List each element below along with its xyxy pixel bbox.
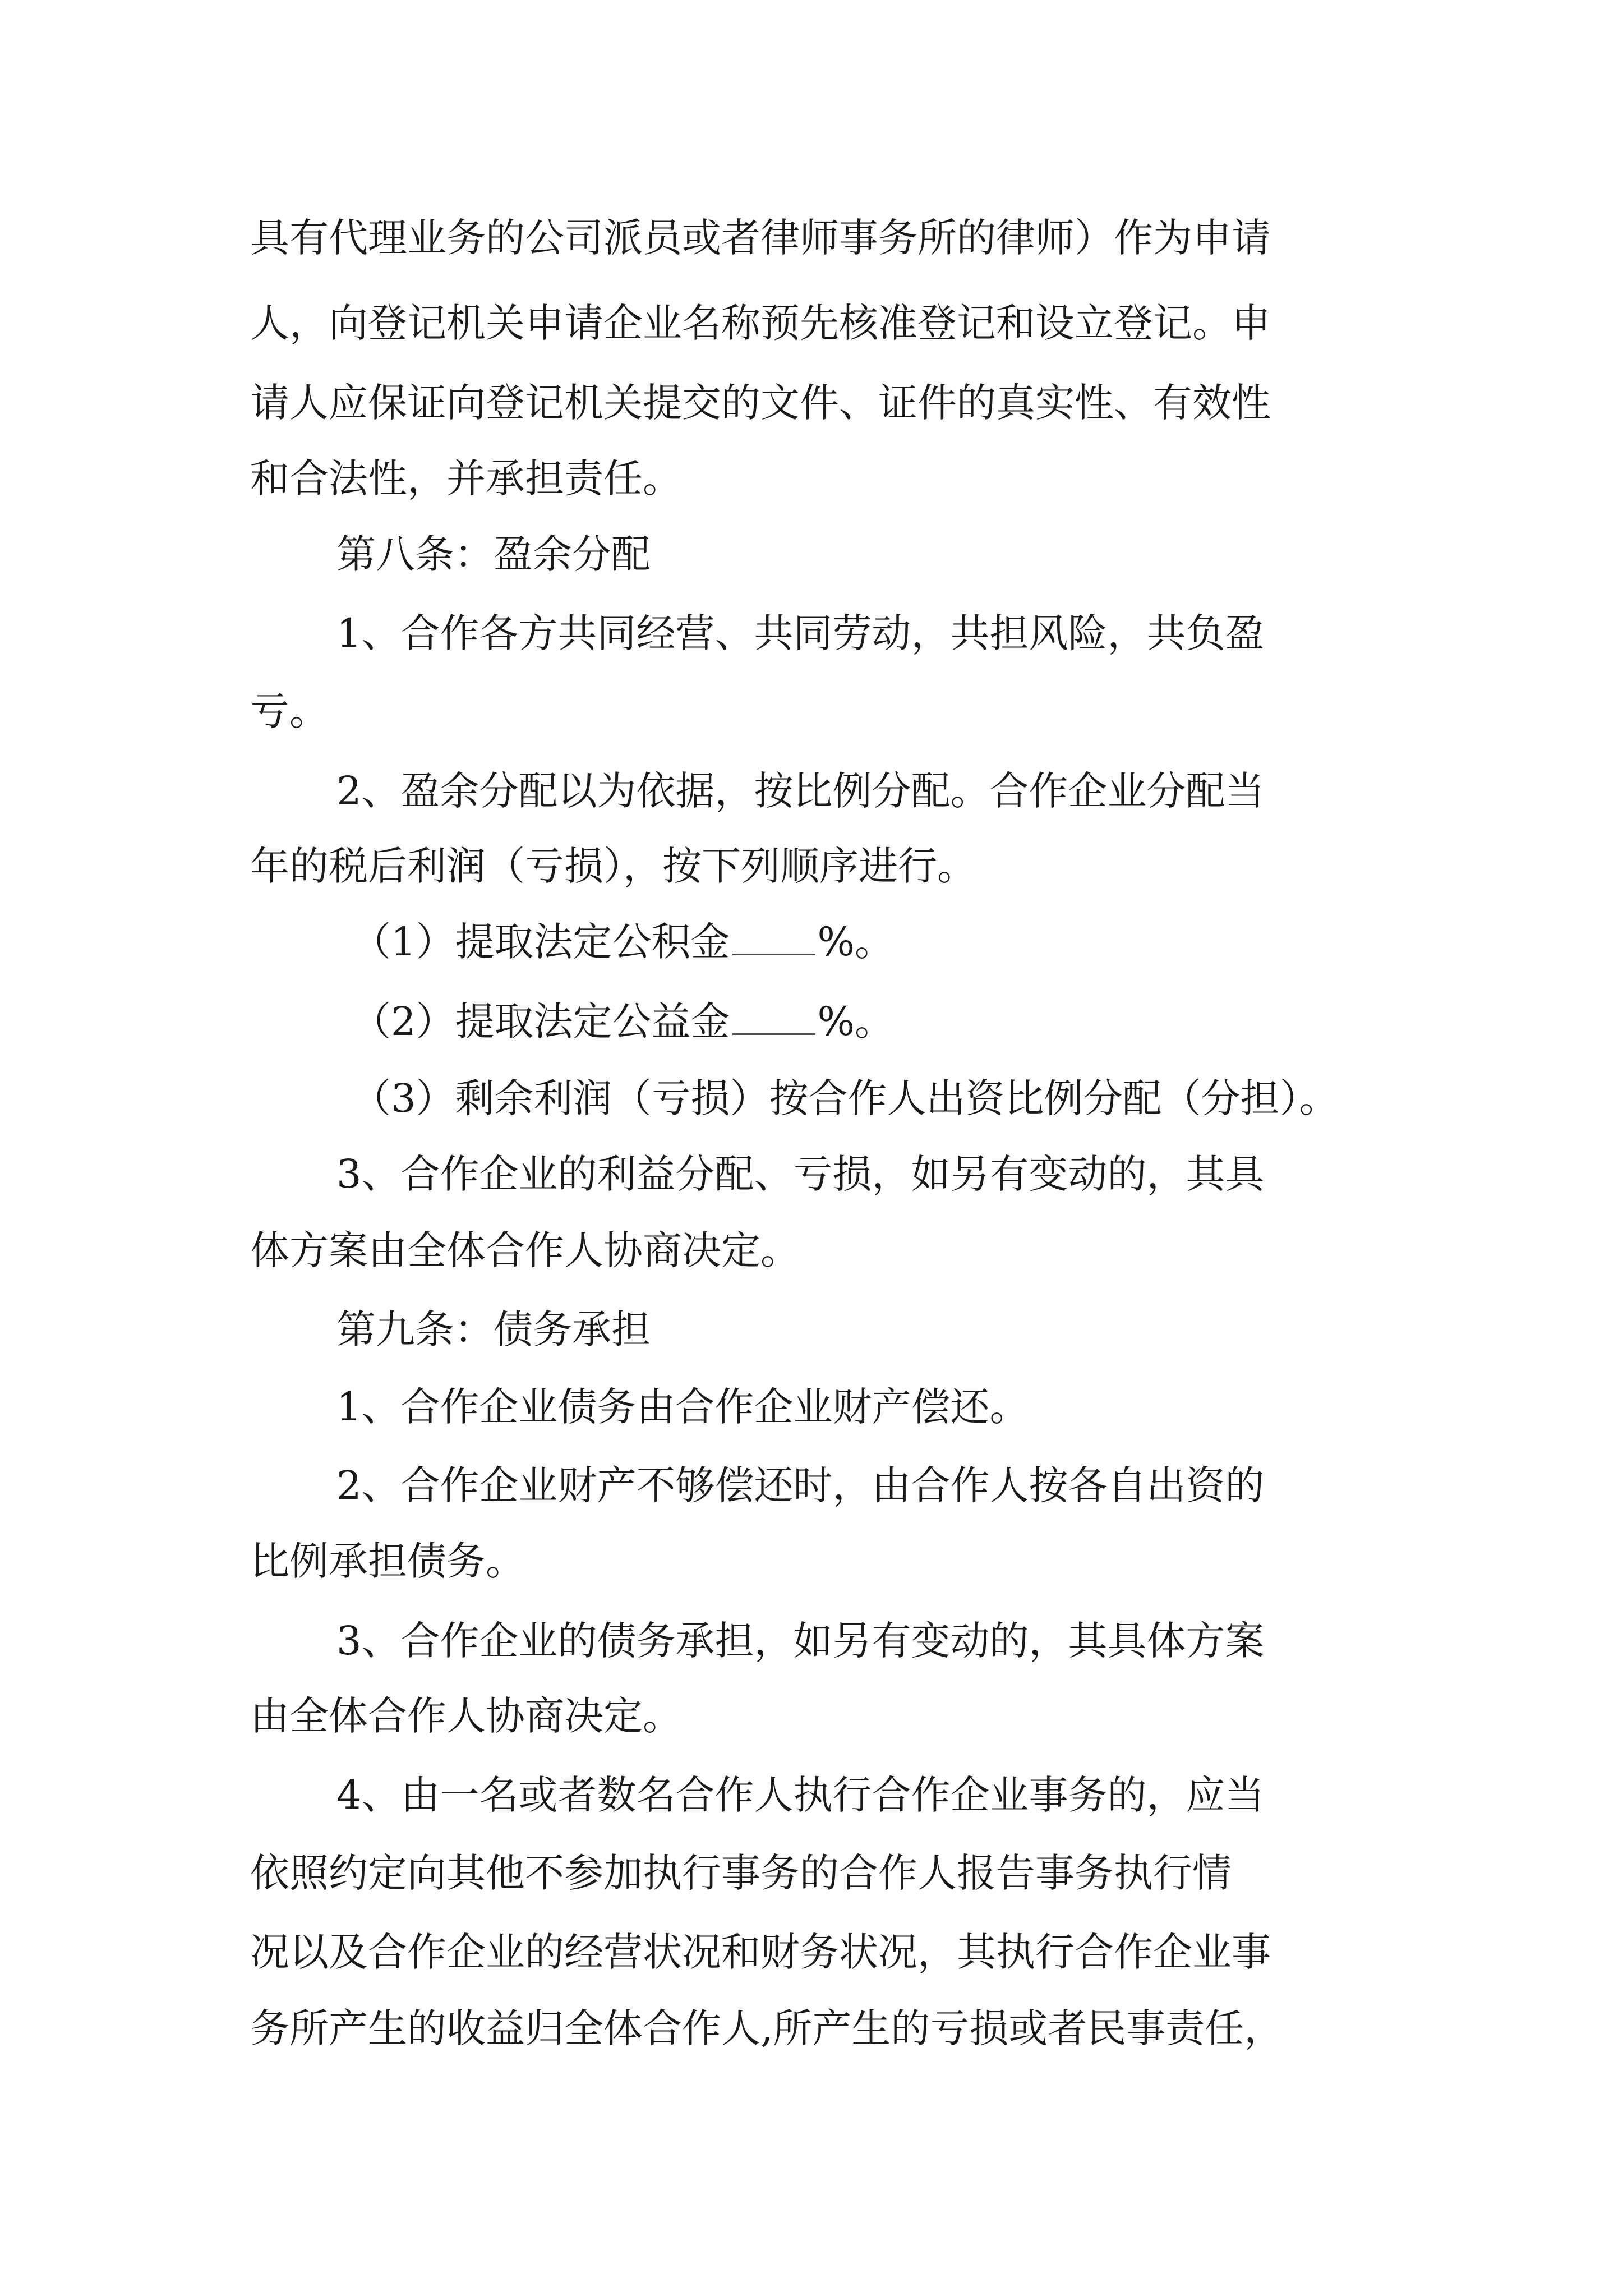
list-item: （3）剩余利润（亏损）按合作人出资比例分配（分担）。 <box>352 1075 1339 1121</box>
body-line: 1、合作企业债务由合作企业财产偿还。 <box>336 1384 1029 1430</box>
body-line: 2、合作企业财产不够偿还时，由合作人按各自出资的 <box>336 1462 1265 1508</box>
list-item-suffix: %。 <box>817 999 895 1045</box>
section-heading: 第八条：盈余分配 <box>336 531 651 577</box>
body-line: 3、合作企业的利益分配、亏损，如另有变动的，其具 <box>336 1151 1265 1197</box>
body-line: 2、盈余分配以为依据，按比例分配。合作企业分配当 <box>336 768 1265 814</box>
body-line: 3、合作企业的债务承担，如另有变动的，其具体方案 <box>336 1618 1265 1664</box>
body-line: 和合法性，并承担责任。 <box>250 455 682 501</box>
list-item-text: （2）提取法定公益金 <box>352 999 730 1045</box>
body-line: 况以及合作企业的经营状况和财务状况，其执行合作企业事 <box>250 1929 1271 1975</box>
list-item <box>352 993 894 1050</box>
body-line: 人，向登记机关申请企业名称预先核准登记和设立登记。申 <box>250 300 1271 346</box>
section-heading: 第九条：债务承担 <box>336 1306 651 1352</box>
body-line: 依照约定向其他不参加执行事务的合作人报告事务执行情 <box>250 1850 1232 1896</box>
list-item <box>352 914 894 970</box>
body-line: 请人应保证向登记机关提交的文件、证件的真实性、有效性 <box>250 380 1271 426</box>
fill-in-blank <box>732 922 815 955</box>
body-line: 具有代理业务的公司派员或者律师事务所的律师）作为申请 <box>250 215 1271 261</box>
body-line: 体方案由全体合作人协商决定。 <box>250 1227 800 1273</box>
body-line: 4、由一名或者数名合作人执行合作企业事务的，应当 <box>336 1772 1265 1818</box>
body-line: 务所产生的收益归全体合作人,所产生的亏损或者民事责任， <box>250 2005 1284 2051</box>
list-item-suffix: %。 <box>817 919 895 965</box>
list-item-text: （1）提取法定公积金 <box>352 919 730 965</box>
body-line: 亏。 <box>250 688 329 734</box>
body-line: 由全体合作人协商决定。 <box>250 1693 682 1739</box>
fill-in-blank <box>732 1002 815 1035</box>
body-line: 1、合作各方共同经营、共同劳动，共担风险，共负盈 <box>336 610 1265 656</box>
body-line: 比例承担债务。 <box>250 1538 525 1584</box>
body-line: 年的税后利润（亏损），按下列顺序进行。 <box>250 843 976 889</box>
